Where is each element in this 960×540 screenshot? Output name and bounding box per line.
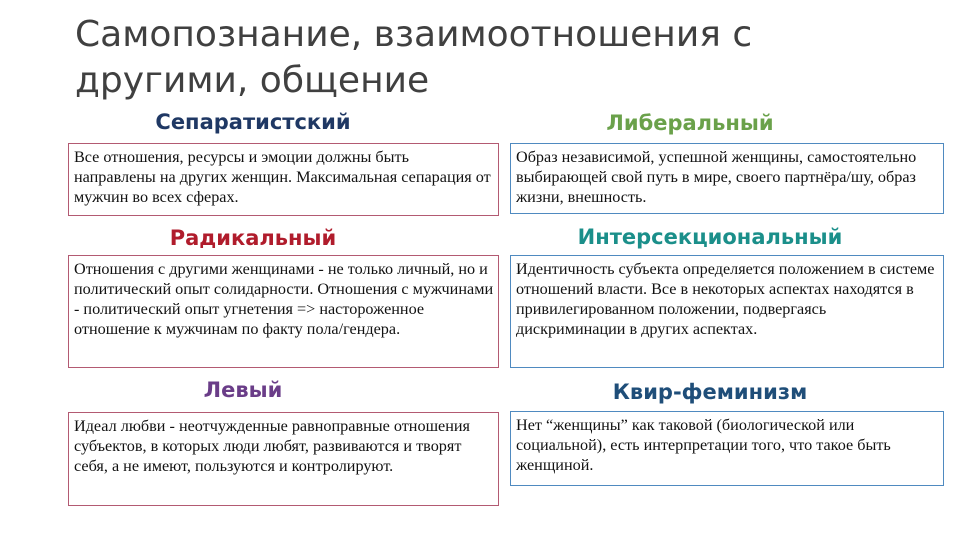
heading-separatist: Сепаратистский	[155, 110, 351, 134]
heading-left: Левый	[203, 378, 283, 402]
box-intersectional: Идентичность субъекта определяется положением в системе отношений власти. Все в некоторых аспектах находятся в привилегированном положении, подвергаясь дискриминации в других аспектах.	[510, 255, 944, 368]
box-liberal: Образ независимой, успешной женщины, самостоятельно выбирающей свой путь в мире, своего партнёра/шу, образ жизни, внешность.	[510, 143, 944, 214]
box-radical: Отношения с другими женщинами - не только личный, но и политический опыт солидарности. Отношения с мужчинами - политический опыт угнетения => настороженное отношение к мужчинам по факту пола/гендера.	[68, 255, 499, 368]
heading-radical: Радикальный	[169, 226, 337, 250]
heading-queer: Квир-феминизм	[612, 380, 808, 404]
box-left: Идеал любви - неотчужденные равноправные отношения субъектов, в которых люди любят, развиваются и творят себя, а не имеют, пользуются и контролируют.	[68, 412, 499, 506]
heading-liberal: Либеральный	[606, 111, 774, 135]
heading-intersectional: Интерсекциональный	[577, 225, 843, 249]
box-queer: Нет “женщины” как таковой (биологической или социальной), есть интерпретации того, что такое быть женщиной.	[510, 411, 944, 486]
slide-title: Самопознание, взаимоотношения с другими, общение	[75, 14, 753, 101]
box-separatist: Все отношения, ресурсы и эмоции должны быть направлены на других женщин. Максимальная сепарация от мужчин во всех сферах.	[68, 143, 499, 216]
